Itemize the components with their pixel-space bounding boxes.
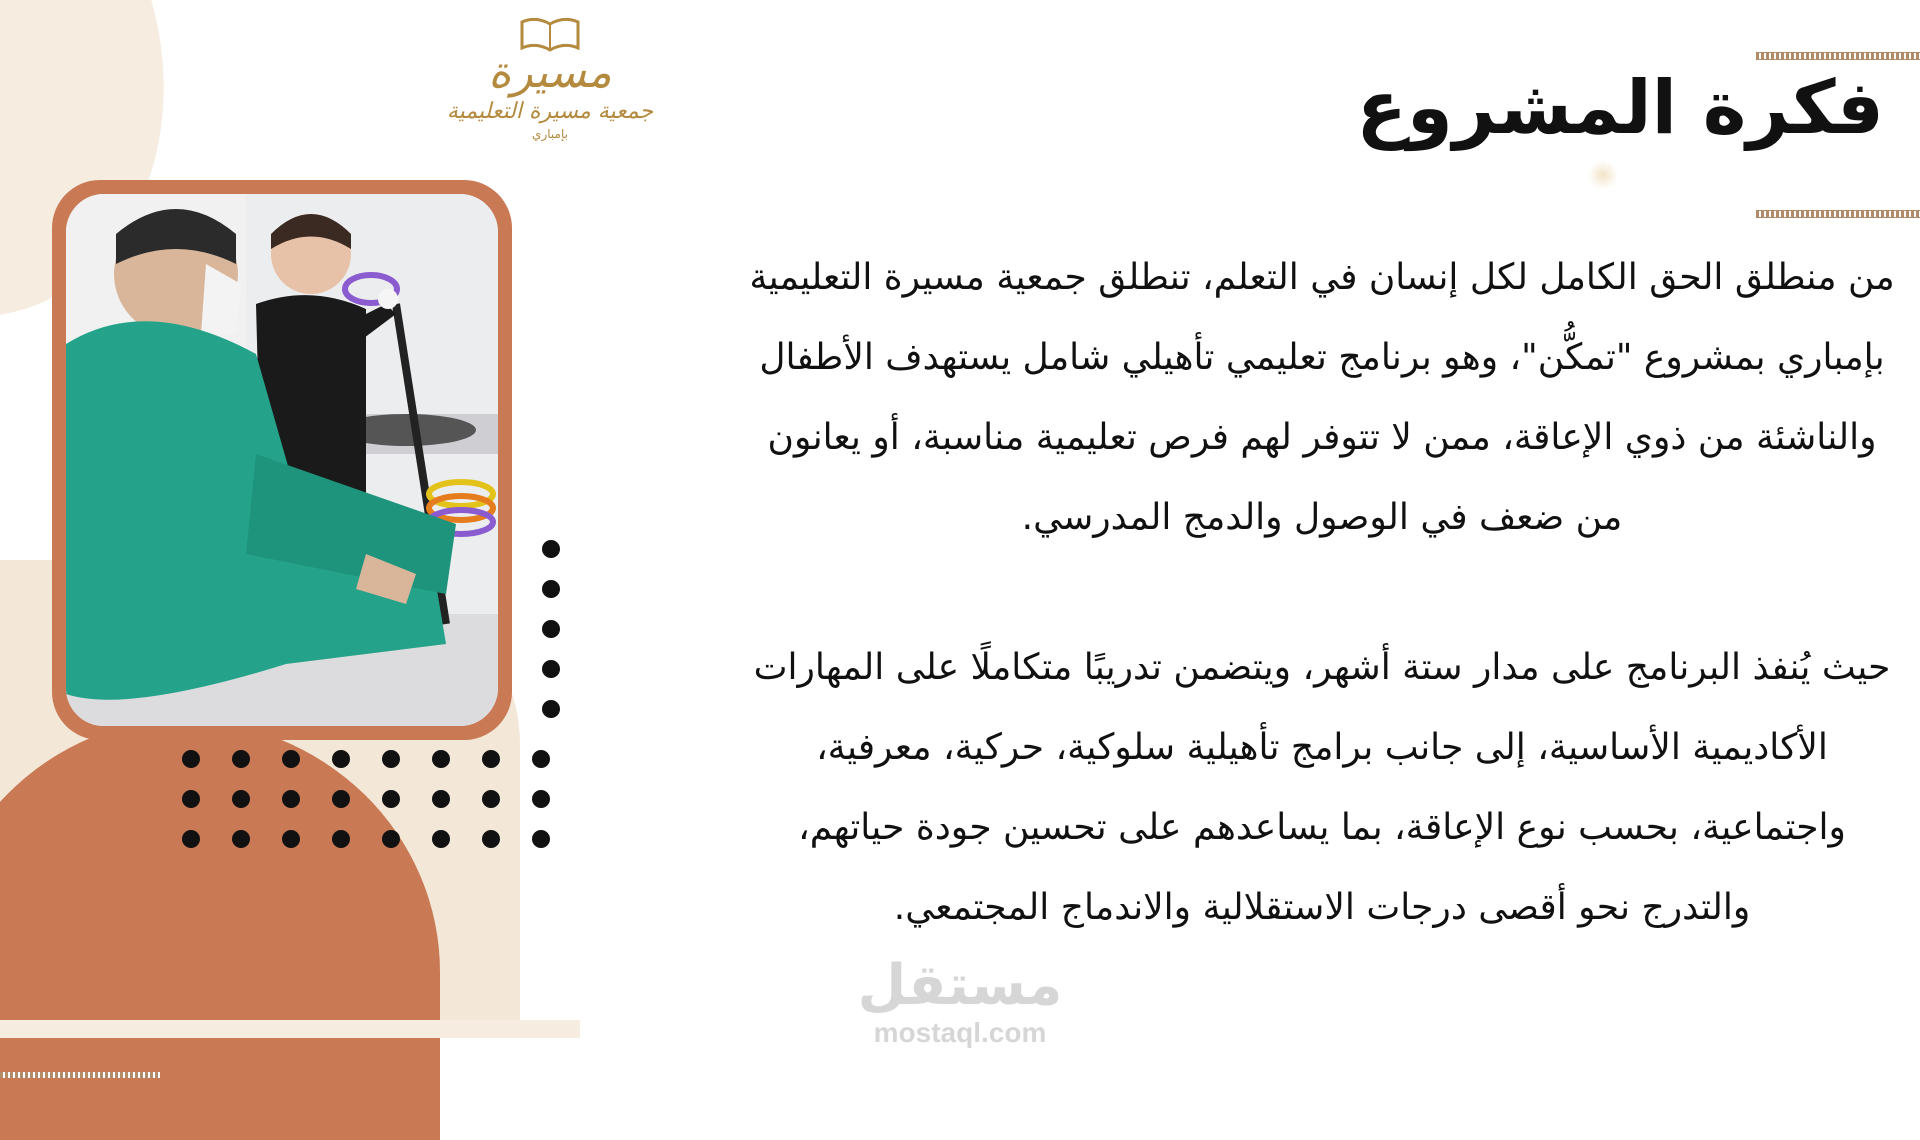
logo-sub-text: جمعية مسيرة التعليمية: [446, 99, 654, 124]
description-paragraph-2: حيث يُنفذ البرنامج على مدار ستة أشهر، ويتضمن تدريبًا متكاملًا على المهارات الأكاديمية الأساسية، إلى جانب برامج تأهيلية سلوكية، حركية، معرفية، واجتماعية، بحسب نوع الإعاقة، بما يساعدهم على تحسين جودة حياتهم، والتدرج نحو أقصى درجات الاستقلالية والاندماج المجتمعي.: [753, 647, 1891, 928]
decorative-dot: [482, 750, 500, 768]
decorative-dot: [542, 540, 560, 558]
decorative-dot: [432, 830, 450, 848]
decorative-dot: [382, 750, 400, 768]
decorative-dot: [482, 830, 500, 848]
decorative-dot-grid: [168, 540, 568, 860]
background-bottom-strip: [0, 1020, 580, 1038]
decorative-dot: [282, 750, 300, 768]
watermark-latin: mostaql.com: [873, 1017, 1047, 1048]
decorative-dot: [282, 790, 300, 808]
decorative-dot: [232, 830, 250, 848]
decorative-dot: [432, 750, 450, 768]
decorative-dot: [532, 830, 550, 848]
decorative-dot: [542, 620, 560, 638]
watermark-arabic: مستقل: [857, 953, 1063, 1018]
decorative-dot: [432, 790, 450, 808]
decorative-dot: [332, 830, 350, 848]
decorative-dot: [232, 750, 250, 768]
page-title: فكرة المشروع: [1356, 65, 1884, 151]
decorative-dot: [532, 790, 550, 808]
decorative-dot: [282, 830, 300, 848]
decorative-dot: [542, 580, 560, 598]
mostaql-watermark: [840, 955, 1080, 1065]
organization-logo: [440, 14, 660, 194]
decorative-dot: [482, 790, 500, 808]
decorative-dot: [332, 750, 350, 768]
decorative-dot: [542, 700, 560, 718]
logo-main-text: مسيرة: [488, 47, 612, 98]
decorative-dot: [542, 660, 560, 678]
decorative-dot: [382, 790, 400, 808]
decorative-dot: [232, 790, 250, 808]
decorative-dot: [532, 750, 550, 768]
decorative-dot: [382, 830, 400, 848]
logo-small-text: بإمباري: [532, 127, 568, 141]
decorative-dot: [332, 790, 350, 808]
decorative-dot: [182, 830, 200, 848]
decorative-dot: [182, 790, 200, 808]
decorative-dot: [182, 750, 200, 768]
decorative-glow: [1588, 160, 1618, 190]
project-description: [740, 238, 1904, 948]
description-paragraph-1: من منطلق الحق الكامل لكل إنسان في التعلم، تنطلق جمعية مسيرة التعليمية بإمباري بمشروع "تمكُّن"، وهو برنامج تعليمي تأهيلي شامل يستهدف الأطفال والناشئة من ذوي الإعاقة، ممن لا تتوفر لهم فرص تعليمية مناسبة، أو يعانون من ضعف في الوصول والدمج المدرسي.: [749, 257, 1895, 538]
title-bottom-rule: [1756, 210, 1920, 218]
bottom-left-rule: [0, 1072, 160, 1078]
